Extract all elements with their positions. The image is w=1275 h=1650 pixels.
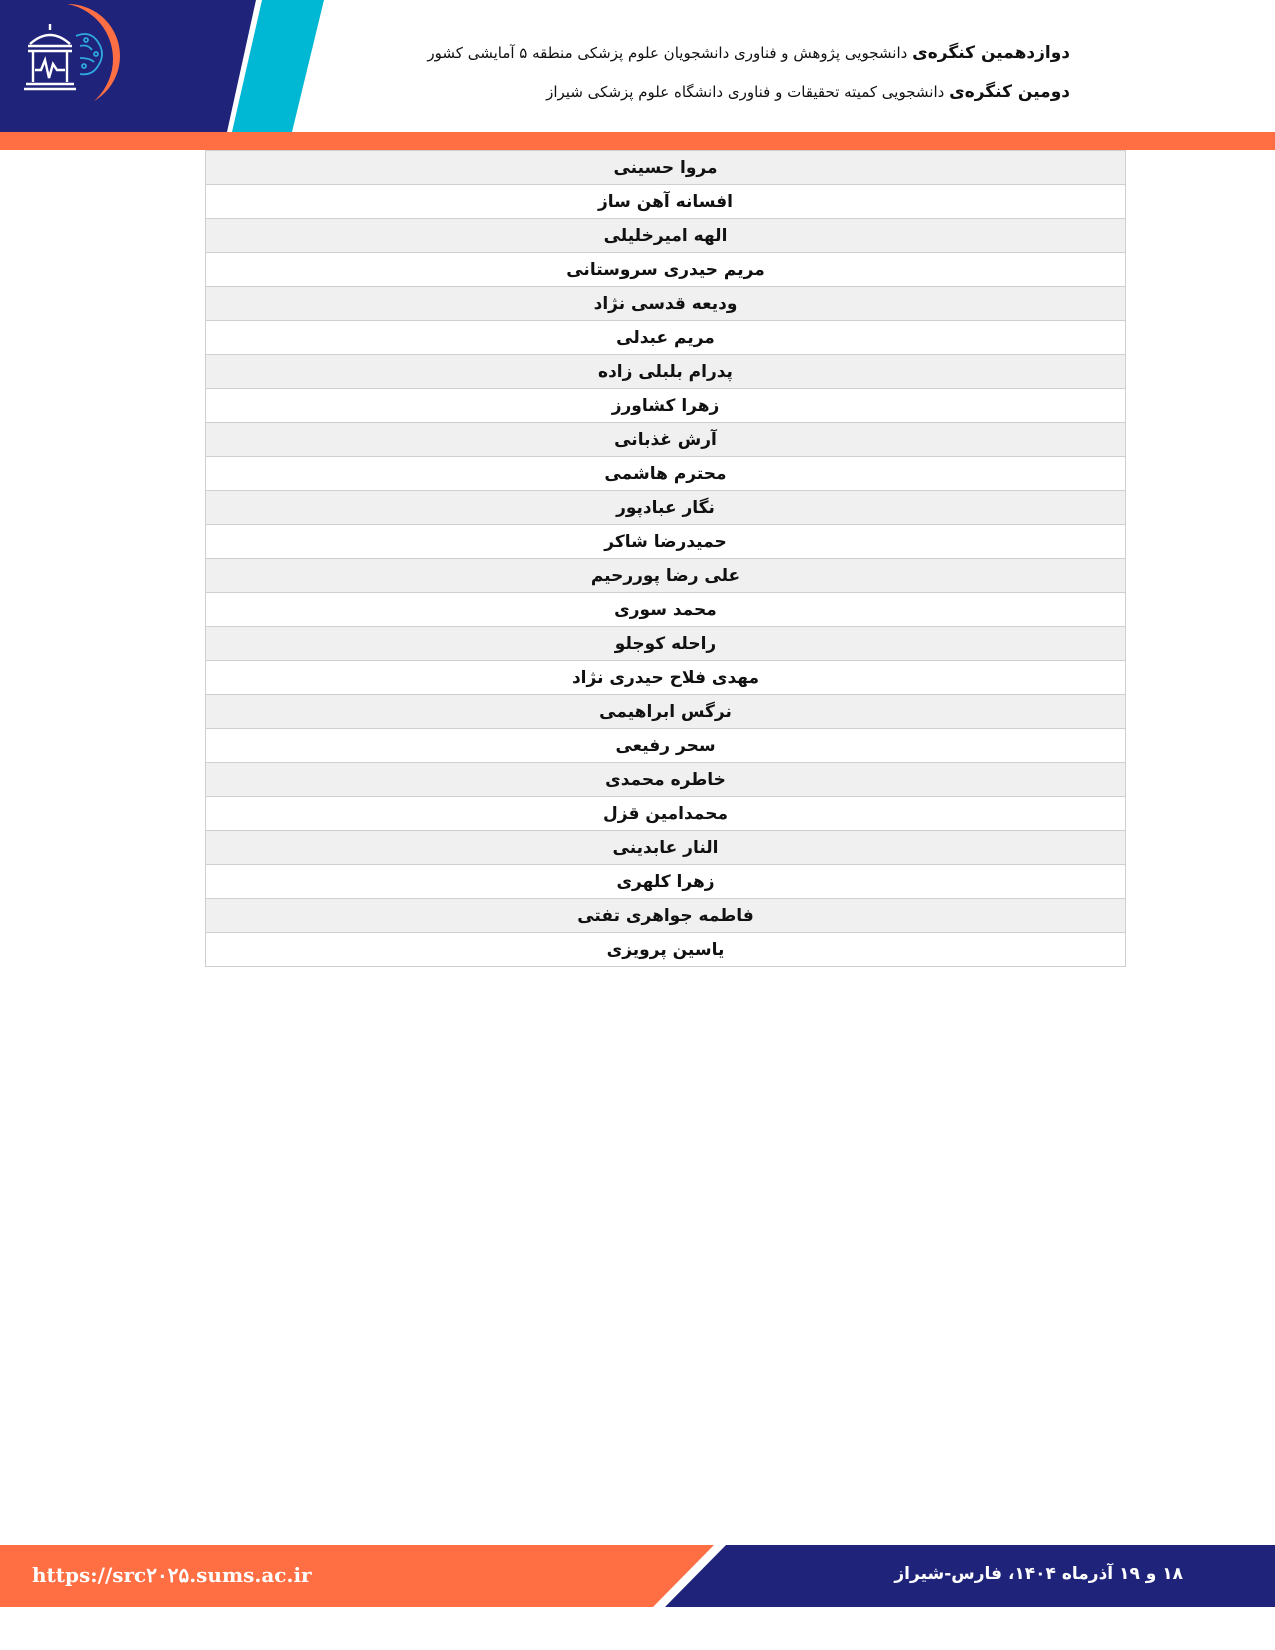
table-row bbox=[206, 763, 1126, 797]
header-line2-bold: دومین کنگره‌ی bbox=[949, 82, 1070, 102]
participant-name-cell: نرگس ابراهیمی bbox=[206, 695, 1126, 729]
participant-name-cell: زهرا کلهری bbox=[206, 865, 1126, 899]
header-line2-text: دانشجویی کمیته تحقیقات و فناوری دانشگاه علوم پزشکی شیراز bbox=[546, 83, 945, 101]
participant-name-cell: مروا حسینی bbox=[206, 151, 1126, 185]
header-line1-bold: دوازدهمین کنگره‌ی bbox=[912, 43, 1070, 63]
participant-name-cell: زهرا کشاورز bbox=[206, 389, 1126, 423]
participant-name-cell: محمدامین قزل bbox=[206, 797, 1126, 831]
header-line1-text: دانشجویی پژوهش و فناوری دانشجویان علوم پزشکی منطقه ۵ آمایشی کشور bbox=[427, 44, 908, 62]
names-table bbox=[205, 150, 1126, 967]
table-row bbox=[206, 627, 1126, 661]
participant-name-cell: النار عابدینی bbox=[206, 831, 1126, 865]
table-row bbox=[206, 831, 1126, 865]
header-title-line-1 bbox=[427, 43, 1070, 63]
table-row bbox=[206, 355, 1126, 389]
table-row bbox=[206, 457, 1126, 491]
table-row bbox=[206, 185, 1126, 219]
participant-name-cell: الهه امیرخلیلی bbox=[206, 219, 1126, 253]
names-table-body bbox=[206, 151, 1126, 967]
participant-name-cell: افسانه آهن ساز bbox=[206, 185, 1126, 219]
table-row bbox=[206, 151, 1126, 185]
footer-website-url[interactable]: https://src۲۰۲۵.sums.ac.ir bbox=[32, 1563, 312, 1587]
participant-name-cell: مریم عبدلی bbox=[206, 321, 1126, 355]
table-row bbox=[206, 423, 1126, 457]
table-row bbox=[206, 593, 1126, 627]
header-decoration bbox=[0, 0, 1275, 150]
table-row bbox=[206, 729, 1126, 763]
table-row bbox=[206, 525, 1126, 559]
participant-name-cell: نگار عبادپور bbox=[206, 491, 1126, 525]
table-row bbox=[206, 253, 1126, 287]
participant-name-cell: حمیدرضا شاکر bbox=[206, 525, 1126, 559]
participant-name-cell: مهدی فلاح حیدری نژاد bbox=[206, 661, 1126, 695]
participant-name-cell: علی رضا پوررحیم bbox=[206, 559, 1126, 593]
header-title-line-2 bbox=[546, 82, 1070, 102]
page-header bbox=[0, 0, 1275, 150]
table-row bbox=[206, 865, 1126, 899]
page-footer bbox=[0, 1545, 1275, 1607]
table-row bbox=[206, 661, 1126, 695]
table-row bbox=[206, 559, 1126, 593]
table-row bbox=[206, 219, 1126, 253]
participant-name-cell: فاطمه جواهری تفتی bbox=[206, 899, 1126, 933]
participant-name-cell: پدرام بلبلی زاده bbox=[206, 355, 1126, 389]
participant-name-cell: خاطره محمدی bbox=[206, 763, 1126, 797]
table-row bbox=[206, 933, 1126, 967]
participant-name-cell: یاسین پرویزی bbox=[206, 933, 1126, 967]
table-row bbox=[206, 899, 1126, 933]
table-row bbox=[206, 287, 1126, 321]
table-row bbox=[206, 797, 1126, 831]
participant-name-cell: سحر رفیعی bbox=[206, 729, 1126, 763]
header-orange-bar bbox=[0, 132, 1275, 150]
participant-name-cell: محترم هاشمی bbox=[206, 457, 1126, 491]
participant-name-cell: محمد سوری bbox=[206, 593, 1126, 627]
participant-name-cell: راحله کوجلو bbox=[206, 627, 1126, 661]
table-row bbox=[206, 695, 1126, 729]
participant-name-cell: مریم حیدری سروستانی bbox=[206, 253, 1126, 287]
footer-date-location: ۱۸ و ۱۹ آذرماه ۱۴۰۴، فارس-شیراز bbox=[894, 1564, 1183, 1584]
table-row bbox=[206, 389, 1126, 423]
participant-name-cell: آرش غذبانی bbox=[206, 423, 1126, 457]
table-row bbox=[206, 491, 1126, 525]
participant-name-cell: ودیعه قدسی نژاد bbox=[206, 287, 1126, 321]
table-row bbox=[206, 321, 1126, 355]
university-building-brain-heartbeat-logo-icon bbox=[0, 0, 120, 118]
